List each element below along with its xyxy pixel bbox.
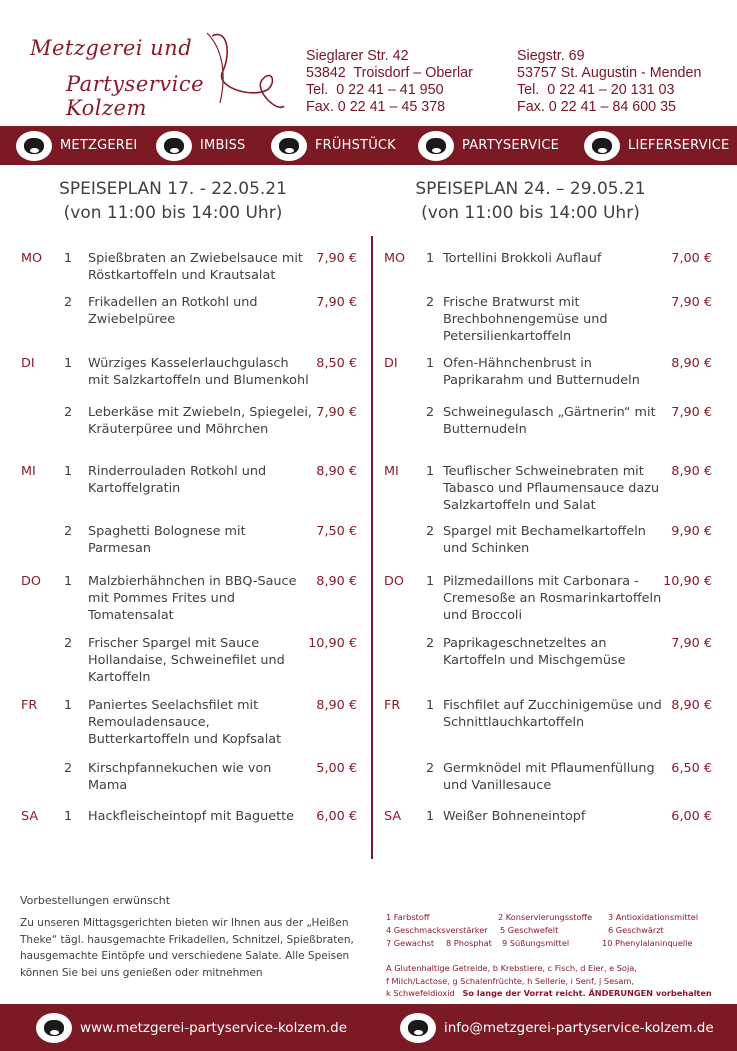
address-city: 53757 St. Augustin - Menden: [517, 65, 702, 81]
allergen-line: f Milch/Lactose, g Schalenfrüchte, h Sellerie, i Senf, j Sesam,: [386, 975, 634, 986]
menu-dish: Würziges Kasselerlauchgulasch mit Salzkartoffeln und Blumenkohl: [88, 356, 309, 388]
additive: 9 Süßungsmittel: [502, 937, 570, 948]
footer-web: www.metzgerei-partyservice-kolzem.de: [80, 1019, 348, 1036]
week2-header: [383, 177, 678, 225]
menu-dish: Kirschpfannekuchen wie von Mama: [88, 761, 272, 793]
week-title: SPEISEPLAN 24. – 29.05.21: [415, 179, 646, 199]
menu-dish: Spießbraten an Zwiebelsauce mit Röstkartoffeln und Krautsalat: [88, 251, 303, 283]
menu-dish: Weißer Bohneneintopf: [443, 809, 586, 824]
menu-dish: Spargel mit Bechamelkartoffeln und Schinken: [443, 524, 646, 556]
menu-dish: Frikadellen an Rotkohl und Zwiebelpüree: [88, 295, 258, 327]
menu-number: 1: [426, 698, 435, 713]
cow-icon: [16, 131, 52, 161]
notes-body: Zu unseren Mittagsgerichten bieten wir Ihnen aus der „Heißen Theke“ tägl. hausgemachte Frikadellen, Schnitzel, Spießbraten, hausgemachte Eintöpfe und verschiedene Salate. Alle Speisen können Sie bei uns genießen oder mitnehmen: [20, 917, 354, 979]
menu-number: 1: [426, 574, 435, 589]
menu-number: 2: [426, 761, 435, 776]
menu-day: MO: [21, 251, 43, 266]
menu-day: DI: [21, 356, 35, 371]
menu-price: 7,90 €: [316, 295, 357, 310]
notes-head: Vorbestellungen erwünscht: [20, 894, 171, 907]
menu-number: 1: [64, 464, 73, 479]
cow-icon: [36, 1013, 72, 1043]
week1-header: [20, 177, 326, 225]
menu-price: 5,00 €: [316, 761, 357, 776]
menu-dish: Rinderrouladen Rotkohl und Kartoffelgratin: [88, 464, 267, 496]
menu-price: 7,90 €: [671, 405, 712, 420]
additive: 4 Geschmacksverstärker: [386, 924, 488, 935]
menu-number: 2: [426, 636, 435, 651]
nav-fruehstueck[interactable]: [271, 126, 396, 165]
menu-dish: Tortellini Brokkoli Auflauf: [443, 251, 602, 266]
notes-block: [20, 893, 365, 981]
footer-email: info@metzgerei-partyservice-kolzem.de: [444, 1019, 714, 1036]
menu-day: MI: [21, 464, 36, 479]
menu-number: 2: [64, 761, 73, 776]
address-street: Sieglarer Str. 42: [306, 48, 409, 64]
menu-day: SA: [384, 809, 402, 824]
menu-number: 2: [64, 405, 73, 420]
week-hours: (von 11:00 bis 14:00 Uhr): [421, 203, 640, 223]
menu-dish: Ofen-Hähnchenbrust in Paprikarahm und Butternudeln: [443, 356, 640, 388]
menu-dish: Leberkäse mit Zwiebeln, Spiegelei, Kräuterpüree und Möhrchen: [88, 405, 312, 437]
menu-price: 7,90 €: [316, 251, 357, 266]
address-fax: Fax. 0 22 41 – 45 378: [306, 99, 446, 115]
menu-price: 8,50 €: [316, 356, 357, 371]
footer-web-link[interactable]: [36, 1004, 347, 1051]
week-hours: (von 11:00 bis 14:00 Uhr): [63, 203, 283, 223]
address-fax: Fax. 0 22 41 – 84 600 35: [517, 99, 676, 115]
menu-number: 1: [64, 574, 73, 589]
cow-icon: [271, 131, 307, 161]
menu-price: 8,90 €: [316, 464, 357, 479]
menu-number: 2: [426, 524, 435, 539]
nav-label: PARTYSERVICE: [462, 138, 560, 153]
footer-email-link[interactable]: [400, 1004, 714, 1051]
menu-price: 7,00 €: [671, 251, 712, 266]
menu-price: 7,90 €: [316, 405, 357, 420]
cow-icon: [156, 131, 192, 161]
additive: 8 Phosphat: [446, 937, 492, 948]
menu-dish: Schweinegulasch „Gärtnerin“ mit Butternudeln: [443, 405, 656, 437]
menu-dish: Hackfleischeintopf mit Baguette: [88, 809, 295, 824]
week-title: SPEISEPLAN 17. - 22.05.21: [59, 179, 287, 199]
menu-day: FR: [384, 698, 401, 713]
nav-label: IMBISS: [200, 138, 246, 153]
menu-number: 1: [426, 356, 435, 371]
menu-number: 1: [64, 698, 73, 713]
menu-number: 2: [426, 405, 435, 420]
top-nav-bar: [0, 126, 737, 165]
address-phone: Tel. 0 22 41 – 41 950: [306, 82, 444, 98]
nav-imbiss[interactable]: [156, 126, 246, 165]
menu-price: 8,90 €: [316, 698, 357, 713]
menu-day: SA: [21, 809, 39, 824]
menu-dish: Germknödel mit Pflaumenfüllung und Vanillesauce: [443, 761, 655, 793]
menu-price: 8,90 €: [671, 356, 712, 371]
allergen-line: A Glutenhaltige Getreide, b Krebstiere, c Fisch, d Eier, e Soja,: [386, 963, 637, 973]
menu-day: MI: [384, 464, 399, 479]
menu-dish: Paniertes Seelachsfilet mit Remouladensauce, Butterkartoffeln und Kopfsalat: [88, 698, 282, 747]
menu-price: 6,50 €: [671, 761, 712, 776]
additive: 6 Geschwärzt: [608, 924, 664, 935]
menu-number: 1: [64, 356, 73, 371]
menu-day: DI: [384, 356, 398, 371]
allergen-line: k Schwefeldioxid: [386, 988, 455, 999]
cow-icon: [418, 131, 454, 161]
menu-price: 7,90 €: [671, 636, 712, 651]
menu-day: MO: [384, 251, 406, 266]
menu-dish: Fischfilet auf Zucchinigemüse und Schnittlauchkartoffeln: [443, 698, 662, 730]
menu-dish: Frischer Spargel mit Sauce Hollandaise, Schweinefilet und Kartoffeln: [88, 636, 285, 685]
column-divider: [371, 236, 373, 859]
menu-price: 10,90 €: [308, 636, 357, 651]
brand-line1: Metzgerei und: [30, 36, 193, 60]
menu-dish: Frische Bratwurst mit Brechbohnengemüse und Petersilienkartoffeln: [443, 295, 608, 344]
menu-dish: Paprikageschnetzeltes an Kartoffeln und Mischgemüse: [443, 636, 626, 668]
nav-partyservice[interactable]: [418, 126, 559, 165]
additive: 1 Farbstoff: [386, 912, 430, 922]
additive: 7 Gewachst: [386, 937, 435, 948]
menu-number: 1: [426, 464, 435, 479]
nav-label: LIEFERSERVICE: [628, 138, 730, 153]
additive: 3 Antioxidationsmittel: [608, 912, 699, 922]
menu-dish: Malzbierhähnchen in BBQ-Sauce mit Pommes Frites und Tomatensalat: [88, 574, 297, 623]
nav-metzgerei[interactable]: [16, 126, 137, 165]
menu-price: 7,50 €: [316, 524, 357, 539]
menu-dish: Pilzmedaillons mit Carbonara - Cremesoße an Rosmarinkartoffeln und Broccoli: [443, 574, 662, 623]
allergens-legend: [386, 962, 712, 1000]
menu-day: DO: [21, 574, 41, 589]
address-troisdorf: [306, 48, 473, 116]
menu-day: DO: [384, 574, 404, 589]
menu-number: 1: [64, 251, 73, 266]
brand-line2: Partyservice Kolzem: [66, 72, 205, 120]
disclaimer: So lange der Vorrat reicht. ÄNDERUNGEN vorbehalten: [462, 988, 712, 999]
cow-icon: [400, 1013, 436, 1043]
menu-number: 1: [64, 809, 73, 824]
menu-number: 2: [64, 295, 73, 310]
address-phone: Tel. 0 22 41 – 20 131 03: [517, 82, 675, 98]
menu-number: 2: [64, 524, 73, 539]
menu-price: 6,00 €: [671, 809, 712, 824]
additive: 10 Phenylalaninquelle: [602, 937, 693, 948]
address-city: 53842 Troisdorf – Oberlar: [306, 65, 473, 81]
menu-price: 8,90 €: [316, 574, 357, 589]
nav-label: FRÜHSTÜCK: [315, 138, 396, 153]
menu-day: FR: [21, 698, 38, 713]
cow-icon: [584, 131, 620, 161]
footer-bar: [0, 1004, 737, 1051]
menu-number: 1: [426, 251, 435, 266]
address-augustin: [517, 48, 701, 116]
address-street: Siegstr. 69: [517, 48, 585, 64]
brand-logo: [22, 28, 292, 118]
menu-price: 10,90 €: [663, 574, 712, 589]
menu-price: 7,90 €: [671, 295, 712, 310]
menu-price: 8,90 €: [671, 698, 712, 713]
menu-number: 2: [426, 295, 435, 310]
menu-dish: Spaghetti Bolognese mit Parmesan: [88, 524, 246, 556]
nav-lieferservice[interactable]: [584, 126, 729, 165]
menu-price: 9,90 €: [671, 524, 712, 539]
menu-number: 2: [64, 636, 73, 651]
nav-label: METZGEREI: [60, 138, 138, 153]
menu-dish: Teuflischer Schweinebraten mit Tabasco und Pflaumensauce dazu Salzkartoffeln und Salat: [443, 464, 660, 513]
menu-number: 1: [426, 809, 435, 824]
additive: 2 Konservierungsstoffe: [498, 912, 593, 922]
menu-price: 8,90 €: [671, 464, 712, 479]
additive: 5 Geschwefelt: [500, 924, 559, 935]
menu-price: 6,00 €: [316, 809, 357, 824]
